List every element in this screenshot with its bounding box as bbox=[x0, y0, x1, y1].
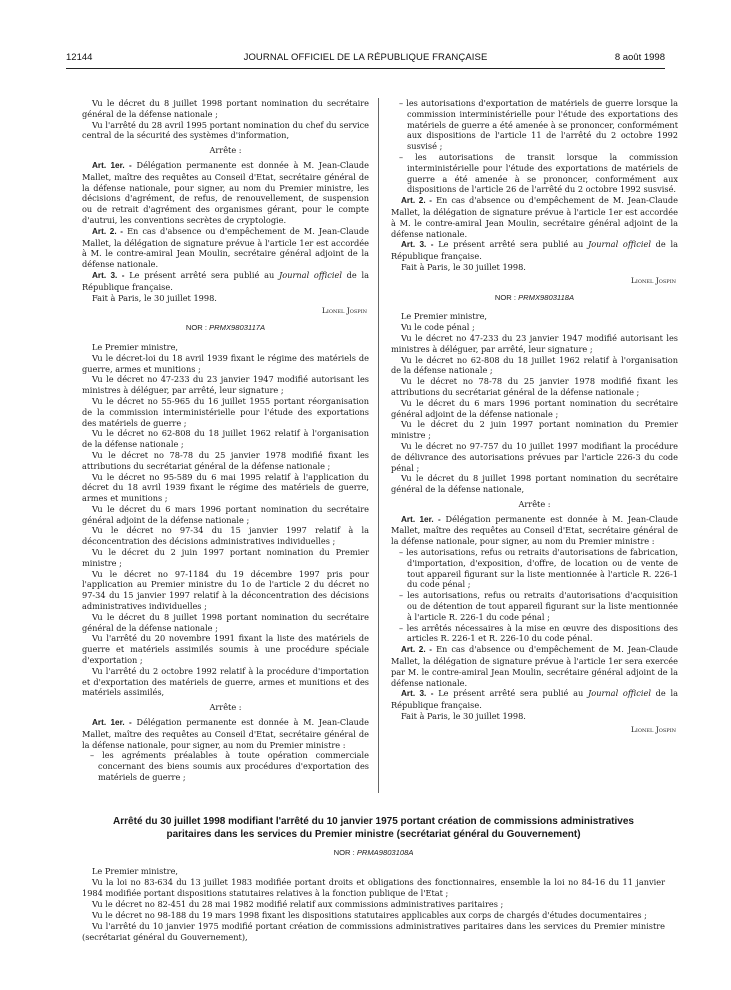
nor-reference bbox=[82, 323, 369, 334]
premier-ministre: Le Premier ministre, bbox=[401, 311, 488, 322]
visa: Vu le décret du 2 juin 1997 portant nomination du Premier ministre ; bbox=[391, 419, 678, 441]
list-item-text: les autorisations, refus ou retraits d'autorisations de fabrication, d'importation, d'exposition, d'offre, de location ou de vente de tout appareil figurant sur la liste mentionnée à l'article R. 226-1 du code pénal ; bbox=[406, 547, 678, 590]
visa: Vu le décret no 62-808 du 18 juillet 1962 relatif à l'organisation de la défense nationale ; bbox=[391, 354, 678, 376]
list-item-text: les autorisations, refus ou retraits d'autorisations d'acquisition ou de détention de tout appareil figurant sur la liste mentionnée à l'article R. 226-1 du code pénal ; bbox=[407, 590, 678, 622]
arrete-heading: Arrête : bbox=[209, 702, 242, 713]
left-column bbox=[82, 98, 369, 783]
article-label: Art. 2. - bbox=[401, 196, 433, 206]
nor-reference bbox=[82, 847, 665, 858]
nor-code: PRMX9803117A bbox=[209, 323, 266, 333]
page-number: 12144 bbox=[66, 52, 93, 63]
visa: Vu le décret no 62-808 du 18 juillet 1962 relatif à l'organisation de la défense nationale ; bbox=[82, 428, 369, 450]
nor-label: NOR : bbox=[185, 323, 210, 333]
premier-ministre: Le Premier ministre, bbox=[92, 341, 179, 352]
article-label: Art. 3. - bbox=[92, 270, 125, 280]
fait-line: Fait à Paris, le 30 juillet 1998. bbox=[401, 261, 526, 272]
visa: Vu le code pénal ; bbox=[401, 322, 475, 333]
list-item-text: les arrêtés nécessaires à la mise en œuvre des dispositions des articles R. 226-1 et R. 226-10 du code pénal. bbox=[406, 622, 678, 644]
visa: Vu le décret no 97-1184 du 19 décembre 1997 pris pour l'application au Premier ministre du 1o de l'article 2 du décret no 97-34 du 15 janvier 1997 relatif à la déconcentration des décisions administratives individuelles ; bbox=[82, 568, 369, 612]
visa: Vu le décret-loi du 18 avril 1939 fixant le régime des matériels de guerre, armes et munitions ; bbox=[82, 352, 369, 374]
list-item: – les autorisations, refus ou retraits d'autorisations de fabrication, d'importation, d'exposition, d'offre, de location ou de vente de tout appareil figurant sur la liste mentionnée à l'article R. 226-1 du code pénal ; bbox=[399, 547, 678, 590]
article-text: de la République française. bbox=[82, 269, 369, 292]
article-text: Délégation permanente est donnée à M. Jean-Claude Mallet, maître des requêtes au Conseil d'Etat, secrétaire général de la défense nationale, pour signer, au nom du Premier ministre : bbox=[391, 513, 678, 547]
visa: Vu l'arrêté du 10 janvier 1975 modifié portant création de commissions administratives paritaires dans les services du Premier ministre (secrétariat général du Gouvernement), bbox=[82, 921, 665, 942]
visa: Vu l'arrêté du 20 novembre 1991 fixant la liste des matériels de guerre et matériels assimilés soumis à une procédure spéciale d'exportation ; bbox=[82, 633, 369, 666]
list-item: – les agréments préalables à toute opération commerciale concernant des biens soumis aux procédures d'exportation des matériels de guerre ; bbox=[90, 750, 370, 783]
fait-line: Fait à Paris, le 30 juillet 1998. bbox=[92, 292, 217, 303]
right-column bbox=[391, 98, 678, 739]
article-text: En cas d'absence ou d'empêchement de M. Jean-Claude Mallet, la délégation de signature prévue à l'article 1er est accordée à M. le contre-amiral Jean Moulin, secrétaire général adjoint de la défense nationale. bbox=[82, 225, 369, 270]
decree-title: Arrêté du 30 juillet 1998 modifiant l'arrêté du 10 janvier 1975 portant création de commissions administratives paritaires dans les services du Premier ministre (secrétariat général du Gouvernement) bbox=[113, 816, 634, 840]
visa: Vu le décret no 78-78 du 25 janvier 1978 modifié fixant les attributions du secrétariat général de la défense nationale ; bbox=[82, 449, 369, 471]
visa: Vu le décret no 82-451 du 28 mai 1982 modifié relatif aux commissions administratives paritaires ; bbox=[92, 899, 504, 909]
list-item: – les autorisations, refus ou retraits d'autorisations d'acquisition ou de détention de tout appareil figurant sur la liste mentionnée à l'article R. 226-1 du code pénal ; bbox=[399, 590, 678, 622]
article-label: Art. 1er. - bbox=[92, 718, 132, 728]
list-item: – les autorisations de transit lorsque la commission interministérielle pour l'étude des exportations de matériels de guerre a été amenée à se prononcer, conformément aux dispositions de l'article 26 de l'arrêté du 2 octobre 1992 susvisé. bbox=[399, 151, 678, 195]
article-3 bbox=[391, 688, 678, 711]
visa: Vu le décret no 55-965 du 16 juillet 1955 portant réorganisation de la commission interministérielle pour l'étude des exportations des matériels de guerre ; bbox=[82, 395, 369, 428]
visa: Vu l'arrêté du 2 octobre 1992 relatif à la procédure d'importation et d'exportation des matériels de guerre, armes et munitions et des matériels assimilés, bbox=[82, 665, 369, 698]
article-2 bbox=[391, 644, 678, 688]
page-header bbox=[0, 52, 731, 66]
article-text: Le présent arrêté sera publié au bbox=[433, 239, 589, 250]
visa: Vu le décret du 6 mars 1996 portant nomination du secrétaire général adjoint de la défense nationale ; bbox=[82, 503, 369, 525]
fait-line: Fait à Paris, le 30 juillet 1998. bbox=[401, 711, 526, 722]
journal-name: Journal officiel bbox=[588, 688, 651, 699]
article-text: Délégation permanente est donnée à M. Jean-Claude Mallet, maître des requêtes au Conseil d'Etat, secrétaire général de la défense nationale, pour signer, au nom du Premier ministre : bbox=[82, 717, 369, 750]
article-1 bbox=[391, 514, 678, 547]
signature: Lionel Jospin bbox=[630, 724, 676, 734]
article-text: de la République française. bbox=[391, 239, 678, 262]
signature: Lionel Jospin bbox=[630, 275, 676, 285]
nor-reference bbox=[391, 293, 678, 304]
article-text: Le présent arrêté sera publié au bbox=[433, 688, 589, 699]
visa: Vu le décret du 8 juillet 1998 portant nomination du secrétaire général de la défense nationale, bbox=[391, 473, 678, 495]
article-3 bbox=[391, 239, 678, 262]
article-text: En cas d'absence ou d'empêchement de M. Jean-Claude Mallet, la délégation de signature prévue à l'article 1er sera exercée par M. le contre-amiral Jean Moulin, secrétaire général adjoint de la défense nationale. bbox=[391, 644, 678, 688]
nor-label: NOR : bbox=[333, 848, 357, 857]
article-label: Art. 2. - bbox=[92, 226, 124, 236]
nor-code: PRMA9803108A bbox=[356, 848, 414, 857]
visa: Vu l'arrêté du 28 avril 1995 portant nomination du chef du service central de la sécurité des systèmes d'information, bbox=[82, 119, 369, 141]
article-label: Art. 1er. - bbox=[401, 514, 441, 524]
visa: Vu le décret no 47-233 du 23 janvier 1947 modifié autorisant les ministres à déléguer, par arrêté, leur signature ; bbox=[391, 332, 678, 354]
issue-date: 8 août 1998 bbox=[614, 52, 665, 63]
list-item: – les arrêtés nécessaires à la mise en œuvre des dispositions des articles R. 226-1 et R. 226-10 du code pénal. bbox=[399, 622, 678, 644]
journal-name: Journal officiel bbox=[279, 269, 342, 280]
visa: Vu le décret no 97-757 du 10 juillet 1997 modifiant la procédure de délivrance des autorisations prévues par l'article 226-3 du code pénal ; bbox=[391, 440, 678, 473]
article-label: Art. 2. - bbox=[401, 645, 433, 655]
premier-ministre: Le Premier ministre, bbox=[92, 866, 179, 876]
visa: Vu la loi no 83-634 du 13 juillet 1983 modifiée portant droits et obligations des fonctionnaires, ensemble la loi no 84-16 du 11 janvier 1984 modifiée portant dispositions statutaires relatives à la fonction publique de l'Etat ; bbox=[82, 877, 665, 898]
visa: Vu le décret no 47-233 du 23 janvier 1947 modifié autorisant les ministres à déléguer, par arrêté, leur signature ; bbox=[82, 374, 369, 396]
list-item-text: les autorisations de transit lorsque la commission interministérielle pour l'étude des exportations de matériels de guerre a été amenée à se prononcer, conformément aux dispositions de l'article 26 de l'arrêté du 2 octobre 1992 susvisé. bbox=[407, 151, 678, 195]
nor-label: NOR : bbox=[494, 292, 519, 302]
article-1 bbox=[82, 717, 369, 750]
header-rule bbox=[66, 68, 665, 69]
list-item: – les autorisations d'exportation de matériels de guerre lorsque la commission interministérielle pour l'étude des exportations des matériels de guerre a été amenée à se prononcer, conformément aux dispositions de l'article 11 de l'arrêté du 2 octobre 1992 susvisé ; bbox=[399, 98, 678, 152]
arrete-heading: Arrête : bbox=[209, 145, 242, 156]
article-2 bbox=[391, 195, 678, 239]
article-label: Art. 3. - bbox=[401, 240, 434, 250]
visa: Vu le décret no 95-589 du 6 mai 1995 relatif à l'application du décret du 18 avril 1939 fixant le régime des matériels de guerre, armes et munitions ; bbox=[82, 471, 369, 504]
visa: Vu le décret no 98-188 du 19 mars 1998 fixant les dispositions statutaires applicables aux corps de chargés d'études documentaires ; bbox=[92, 910, 647, 920]
visa: Vu le décret no 97-34 du 15 janvier 1997 relatif à la déconcentration des décisions administratives individuelles ; bbox=[82, 525, 369, 547]
article-text: Le présent arrêté sera publié au bbox=[124, 269, 280, 280]
list-item-text: les agréments préalables à toute opération commerciale concernant des biens soumis aux procédures d'exportation des matériels de guerre ; bbox=[98, 750, 370, 783]
arrete-heading: Arrête : bbox=[518, 498, 551, 509]
article-label: Art. 3. - bbox=[401, 689, 434, 699]
decree-section bbox=[82, 816, 665, 943]
journal-name: Journal officiel bbox=[588, 239, 651, 250]
article-1 bbox=[82, 160, 369, 226]
article-2 bbox=[82, 226, 369, 270]
article-3 bbox=[82, 270, 369, 293]
nor-code: PRMX9803118A bbox=[518, 292, 575, 302]
article-text: En cas d'absence ou d'empêchement de M. Jean-Claude Mallet, la délégation de signature prévue à l'article 1er est accordée à M. le contre-amiral Jean Moulin, secrétaire général adjoint de la défense nationale. bbox=[391, 195, 678, 239]
article-label: Art. 1er. - bbox=[92, 160, 132, 170]
column-separator bbox=[378, 98, 379, 793]
signature: Lionel Jospin bbox=[321, 306, 367, 316]
visa: Vu le décret du 8 juillet 1998 portant nomination du secrétaire général de la défense nationale ; bbox=[82, 611, 369, 633]
visa: Vu le décret no 78-78 du 25 janvier 1978 modifié fixant les attributions du secrétariat général de la défense nationale ; bbox=[391, 376, 678, 397]
journal-title: JOURNAL OFFICIEL DE LA RÉPUBLIQUE FRANÇAISE bbox=[243, 52, 488, 63]
visa: Vu le décret du 6 mars 1996 portant nomination du secrétaire général adjoint de la défense nationale ; bbox=[391, 397, 678, 419]
visa: Vu le décret du 8 juillet 1998 portant nomination du secrétaire général de la défense nationale ; bbox=[82, 98, 369, 119]
visa: Vu le décret du 2 juin 1997 portant nomination du Premier ministre ; bbox=[82, 547, 369, 568]
article-text: de la République française. bbox=[391, 688, 678, 711]
article-text: Délégation permanente est donnée à M. Jean-Claude Mallet, maître des requêtes au Conseil d'Etat, secrétaire général de la défense nationale, pour signer, au nom du Premier ministre, les décisions d'agrément, de refus, de renouvellement, de suspension ou de retrait d'agrément des organismes gérant, pour le compte d'autrui, les conventions secrètes de cryptologie. bbox=[82, 159, 369, 225]
list-item-text: les autorisations d'exportation de matériels de guerre lorsque la commission interministérielle pour l'étude des exportations des matériels de guerre a été amenée à se prononcer, conformément aux dispositions de l'article 11 de l'arrêté du 2 octobre 1992 susvisé ; bbox=[406, 98, 678, 152]
